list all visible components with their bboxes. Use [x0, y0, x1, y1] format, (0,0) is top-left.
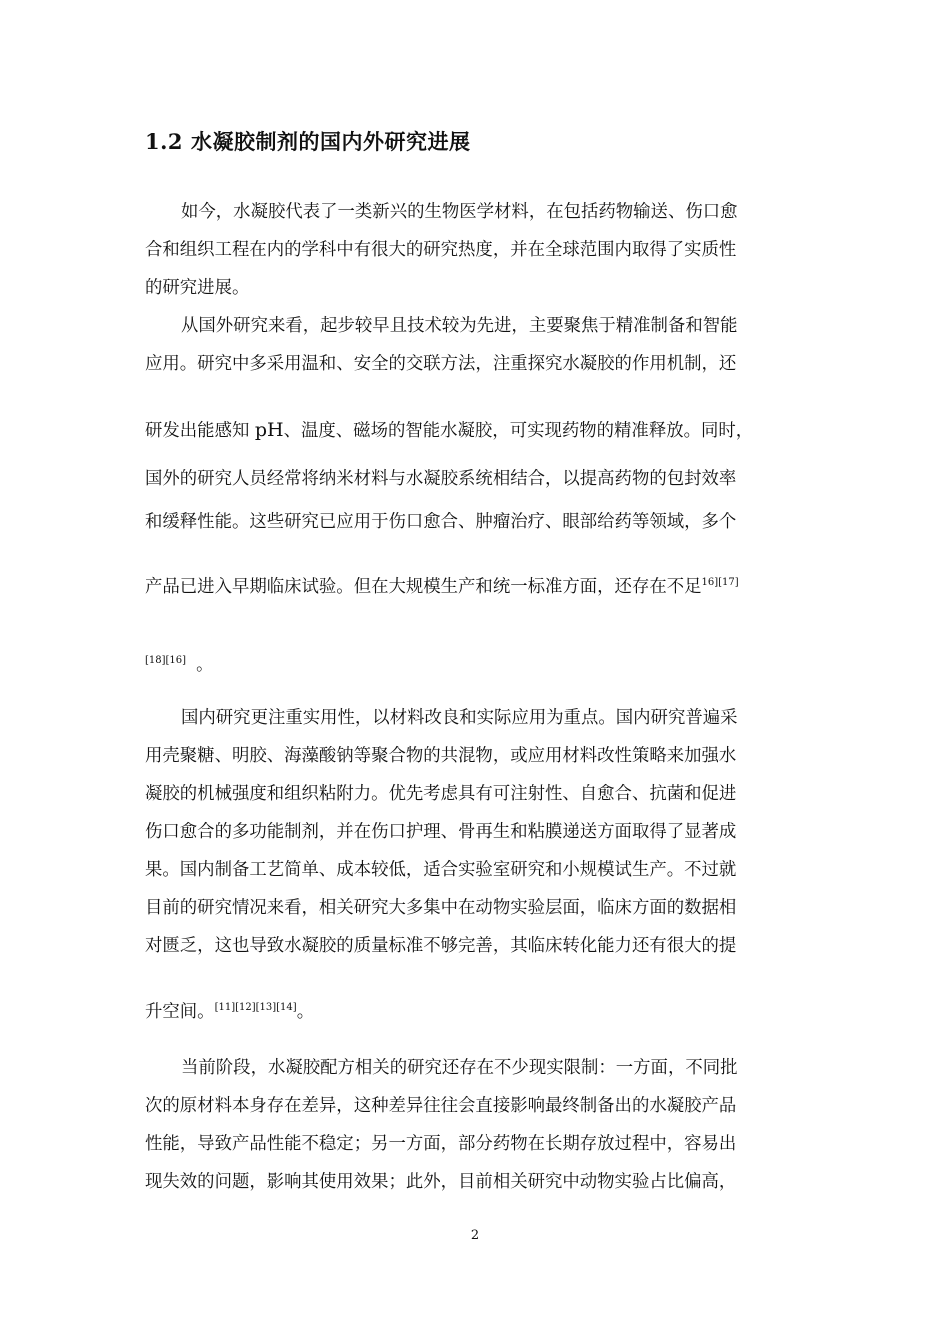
- paragraph-4-line-3: 性能，导致产品性能不稳定；另一方面，部分药物在长期存放过程中，容易出: [145, 1134, 737, 1154]
- citation-continuation-line: [145, 650, 213, 675]
- paragraph-1-line-3: 的研究进展。: [145, 278, 250, 298]
- paragraph-3-line-4: 伤口愈合的多功能制剂，并在伤口护理、骨再生和粘膜递送方面取得了显著成: [145, 822, 737, 842]
- paragraph-4-line-1: 当前阶段，水凝胶配方相关的研究还存在不少现实限制：一方面，不同批: [181, 1058, 738, 1078]
- paragraph-2-line-4: 国外的研究人员经常将纳米材料与水凝胶系统相结合，以提高药物的包封效率: [145, 469, 737, 489]
- citation-ref: [18][16]: [145, 655, 187, 666]
- paragraph-3-line-5: 果。国内制备工艺简单、成本较低，适合实验室研究和小规模试生产。不过就: [145, 860, 737, 880]
- paragraph-3-line-3: 凝胶的机械强度和组织粘附力。优先考虑具有可注射性、自愈合、抗菌和促进: [145, 784, 737, 804]
- paragraph-1-line-1: 如今，水凝胶代表了一类新兴的生物医学材料，在包括药物输送、伤口愈: [181, 202, 738, 222]
- sentence-end: 。: [296, 1002, 315, 1022]
- sentence-end: 。: [196, 655, 214, 675]
- paragraph-3-line-8: [145, 1000, 807, 1024]
- paragraph-2-line-3-part-b: 、温度、磁场的智能水凝胶，可实现药物的精准释放。同时，: [283, 421, 754, 441]
- paragraph-4-line-2: 次的原材料本身存在差异，这种差异往往会直接影响最终制备出的水凝胶产品: [145, 1096, 737, 1116]
- paragraph-3-line-6: 目前的研究情况来看，相关研究大多集中在动物实验层面，临床方面的数据相: [145, 898, 737, 918]
- section-heading: [145, 126, 471, 156]
- paragraph-2-line-3: [145, 418, 807, 443]
- paragraph-2-line-6-text: 产品已进入早期临床试验。但在大规模生产和统一标准方面，还存在不足: [145, 577, 702, 597]
- section-number: 1.2: [145, 129, 184, 154]
- paragraph-2-line-3-part-a: 研发出能感知: [145, 421, 255, 441]
- paragraph-1-line-2: 合和组织工程在内的学科中有很大的研究热度，并在全球范围内取得了实质性: [145, 240, 737, 260]
- paragraph-2-line-6: [145, 575, 807, 599]
- paragraph-2-line-1: 从国外研究来看，起步较早且技术较为先进，主要聚焦于精准制备和智能: [181, 316, 738, 336]
- citation-ref: [11][12][13][14]: [214, 1002, 297, 1013]
- paragraph-2-line-2: 应用。研究中多采用温和、安全的交联方法，注重探究水凝胶的作用机制，还: [145, 354, 737, 374]
- paragraph-2-line-5: 和缓释性能。这些研究已应用于伤口愈合、肿瘤治疗、眼部给药等领域，多个: [145, 512, 737, 532]
- paragraph-3-line-2: 用壳聚糖、明胶、海藻酸钠等聚合物的共混物，或应用材料改性策略来加强水: [145, 746, 737, 766]
- paragraph-3-line-7: 对匮乏，这也导致水凝胶的质量标准不够完善，其临床转化能力还有很大的提: [145, 936, 737, 956]
- citation-ref: 16][17]: [701, 577, 739, 588]
- paragraph-4-line-4: 现失效的问题，影响其使用效果；此外，目前相关研究中动物实验占比偏高，: [145, 1172, 737, 1192]
- ph-term: pH: [254, 419, 284, 441]
- paragraph-3-line-1: 国内研究更注重实用性，以材料改良和实际应用为重点。国内研究普遍采: [181, 708, 738, 728]
- paragraph-3-line-8-text: 升空间。: [145, 1002, 215, 1022]
- section-title: 水凝胶制剂的国内外研究进展: [191, 130, 471, 154]
- page-number: 2: [470, 1228, 480, 1243]
